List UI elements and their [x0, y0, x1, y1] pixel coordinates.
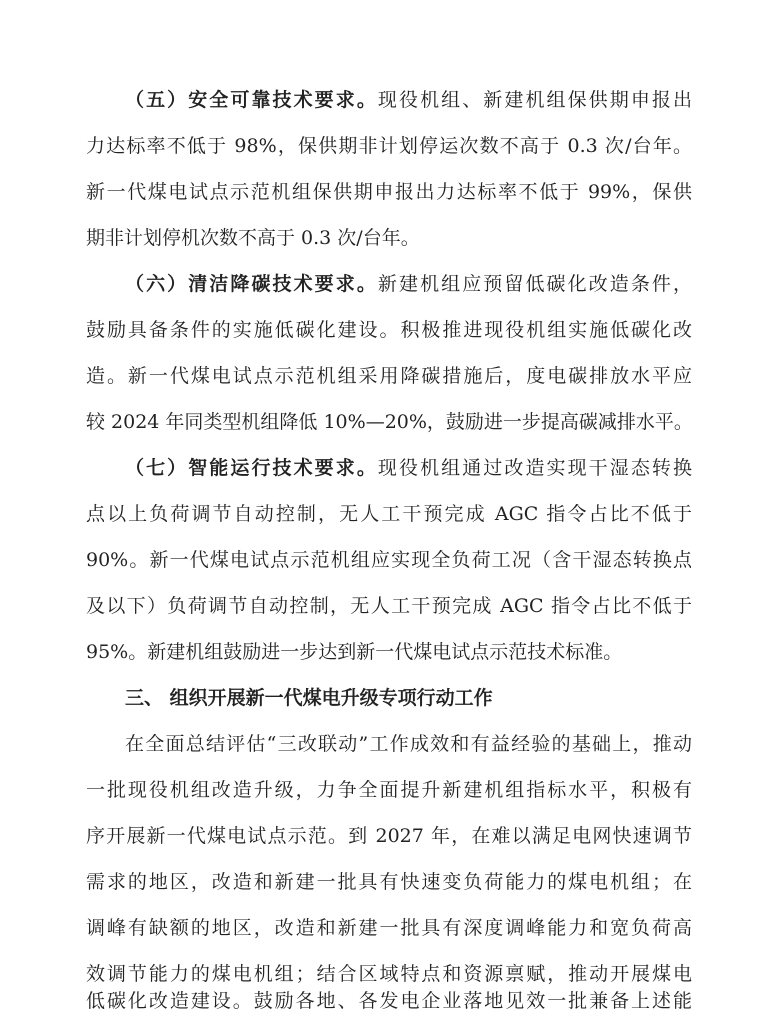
paragraph-7-lead: （七）智能运行技术要求。: [125, 457, 378, 479]
paragraph-7-line-2: 点以上负荷调节自动控制，无人工干预完成 AGC 指令占比不低于: [86, 503, 692, 525]
section-line-3: 序开展新一代煤电试点示范。到 2027 年，在难以满足电网快速调节: [86, 825, 692, 847]
paragraph-6-line-3: 造。新一代煤电试点示范机组采用降碳措施后，度电碳排放水平应: [86, 365, 692, 387]
paragraph-6-lead: （六）清洁降碳技术要求。: [125, 273, 378, 295]
section-line-4: 需求的地区，改造和新建一批具有快速变负荷能力的煤电机组；在: [86, 871, 692, 893]
section-line-2: 一批现役机组改造升级，力争全面提升新建机组指标水平，积极有: [86, 779, 692, 801]
paragraph-5-line-1: [125, 83, 692, 117]
paragraph-7-line-4: 及以下）负荷调节自动控制，无人工干预完成 AGC 指令占比不低于: [86, 595, 692, 617]
section-heading: 三、 组织开展新一代煤电升级专项行动工作: [125, 687, 493, 709]
paragraph-7-text: 现役机组通过改造实现干湿态转换: [377, 457, 692, 479]
section-line-1: 在全面总结评估“三改联动”工作成效和有益经验的基础上，推动: [125, 733, 692, 755]
paragraph-5-lead: （五）安全可靠技术要求。: [125, 89, 378, 111]
paragraph-6-line-1: [125, 267, 692, 301]
section-line-5: 调峰有缺额的地区，改造和新建一批具有深度调峰能力和宽负荷高: [86, 917, 692, 939]
paragraph-6-line-2: 鼓励具备条件的实施低碳化建设。积极推进现役机组实施低碳化改: [86, 319, 692, 341]
paragraph-7-line-5: 95%。新建机组鼓励进一步达到新一代煤电试点示范技术标准。: [86, 641, 623, 663]
paragraph-6-line-4: 较 2024 年同类型机组降低 10%—20%，鼓励进一步提高碳减排水平。: [86, 411, 693, 433]
section-line-7: 低碳化改造建设。鼓励各地、各发电企业落地见效一批兼备上述能: [86, 990, 692, 1012]
paragraph-5-line-2: 力达标率不低于 98%，保供期非计划停运次数不高于 0.3 次/台年。: [86, 135, 692, 157]
paragraph-6-text: 新建机组应预留低碳化改造条件，: [377, 273, 692, 295]
paragraph-7-line-1: [125, 451, 692, 485]
paragraph-5-line-4: 期非计划停机次数不高于 0.3 次/台年。: [86, 227, 420, 249]
section-line-6: 效调节能力的煤电机组；结合区域特点和资源禀赋，推动开展煤电: [86, 963, 692, 985]
paragraph-5-text: 现役机组、新建机组保供期申报出: [377, 89, 692, 111]
paragraph-5-line-3: 新一代煤电试点示范机组保供期申报出力达标率不低于 99%，保供: [86, 181, 692, 203]
paragraph-7-line-3: 90%。新一代煤电试点示范机组应实现全负荷工况（含干湿态转换点: [86, 549, 692, 571]
